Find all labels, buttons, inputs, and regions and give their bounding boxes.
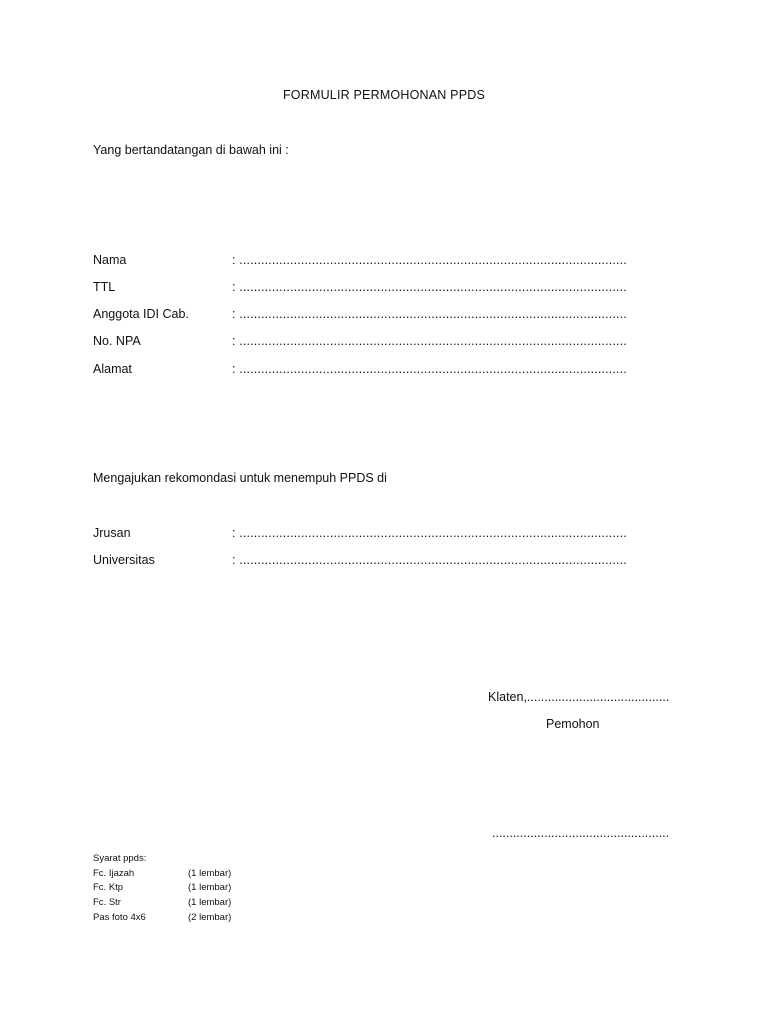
field-value-npa[interactable]: : ........................................................................................................... — [232, 334, 627, 348]
field-label-jurusan: Jrusan — [93, 526, 131, 540]
field-label-npa: No. NPA — [93, 334, 141, 348]
field-value-ttl[interactable]: : ........................................................................................................... — [232, 280, 627, 294]
field-value-alamat[interactable]: : ........................................................................................................... — [232, 362, 627, 376]
field-value-jurusan[interactable]: : ........................................................................................................... — [232, 526, 627, 540]
signature-line[interactable]: ................................................... — [492, 826, 670, 840]
field-label-alamat: Alamat — [93, 362, 132, 376]
requirement-item-name: Pas foto 4x6 — [93, 912, 146, 923]
field-value-universitas[interactable]: : ........................................................................................................... — [232, 553, 627, 567]
requirement-item-name: Fc. Ijazah — [93, 868, 135, 879]
requirement-item-name: Fc. Ktp — [93, 882, 124, 893]
requirement-item-name: Fc. Str — [93, 897, 121, 908]
intro-text: Yang bertandatangan di bawah ini : — [93, 143, 289, 157]
form-title: FORMULIR PERMOHONAN PPDS — [282, 88, 486, 102]
applicant-role-label: Pemohon — [546, 717, 600, 731]
field-label-anggota-idi: Anggota IDI Cab. — [93, 307, 189, 321]
requirements-title: Syarat ppds: — [93, 853, 147, 864]
requirement-item-qty: (1 lembar) — [188, 868, 232, 879]
field-value-nama[interactable]: : ........................................................................................................... — [232, 253, 627, 267]
requirement-item-qty: (2 lembar) — [188, 912, 232, 923]
field-value-anggota-idi[interactable]: : ........................................................................................................... — [232, 307, 627, 321]
field-label-nama: Nama — [93, 253, 127, 267]
field-label-ttl: TTL — [93, 280, 116, 294]
place-date-field[interactable]: Klaten,......................................... — [488, 690, 670, 704]
requirement-item-qty: (1 lembar) — [188, 882, 232, 893]
request-text: Mengajukan rekomondasi untuk menempuh PPDS di — [93, 471, 387, 485]
field-label-universitas: Universitas — [93, 553, 155, 567]
requirement-item-qty: (1 lembar) — [188, 897, 232, 908]
